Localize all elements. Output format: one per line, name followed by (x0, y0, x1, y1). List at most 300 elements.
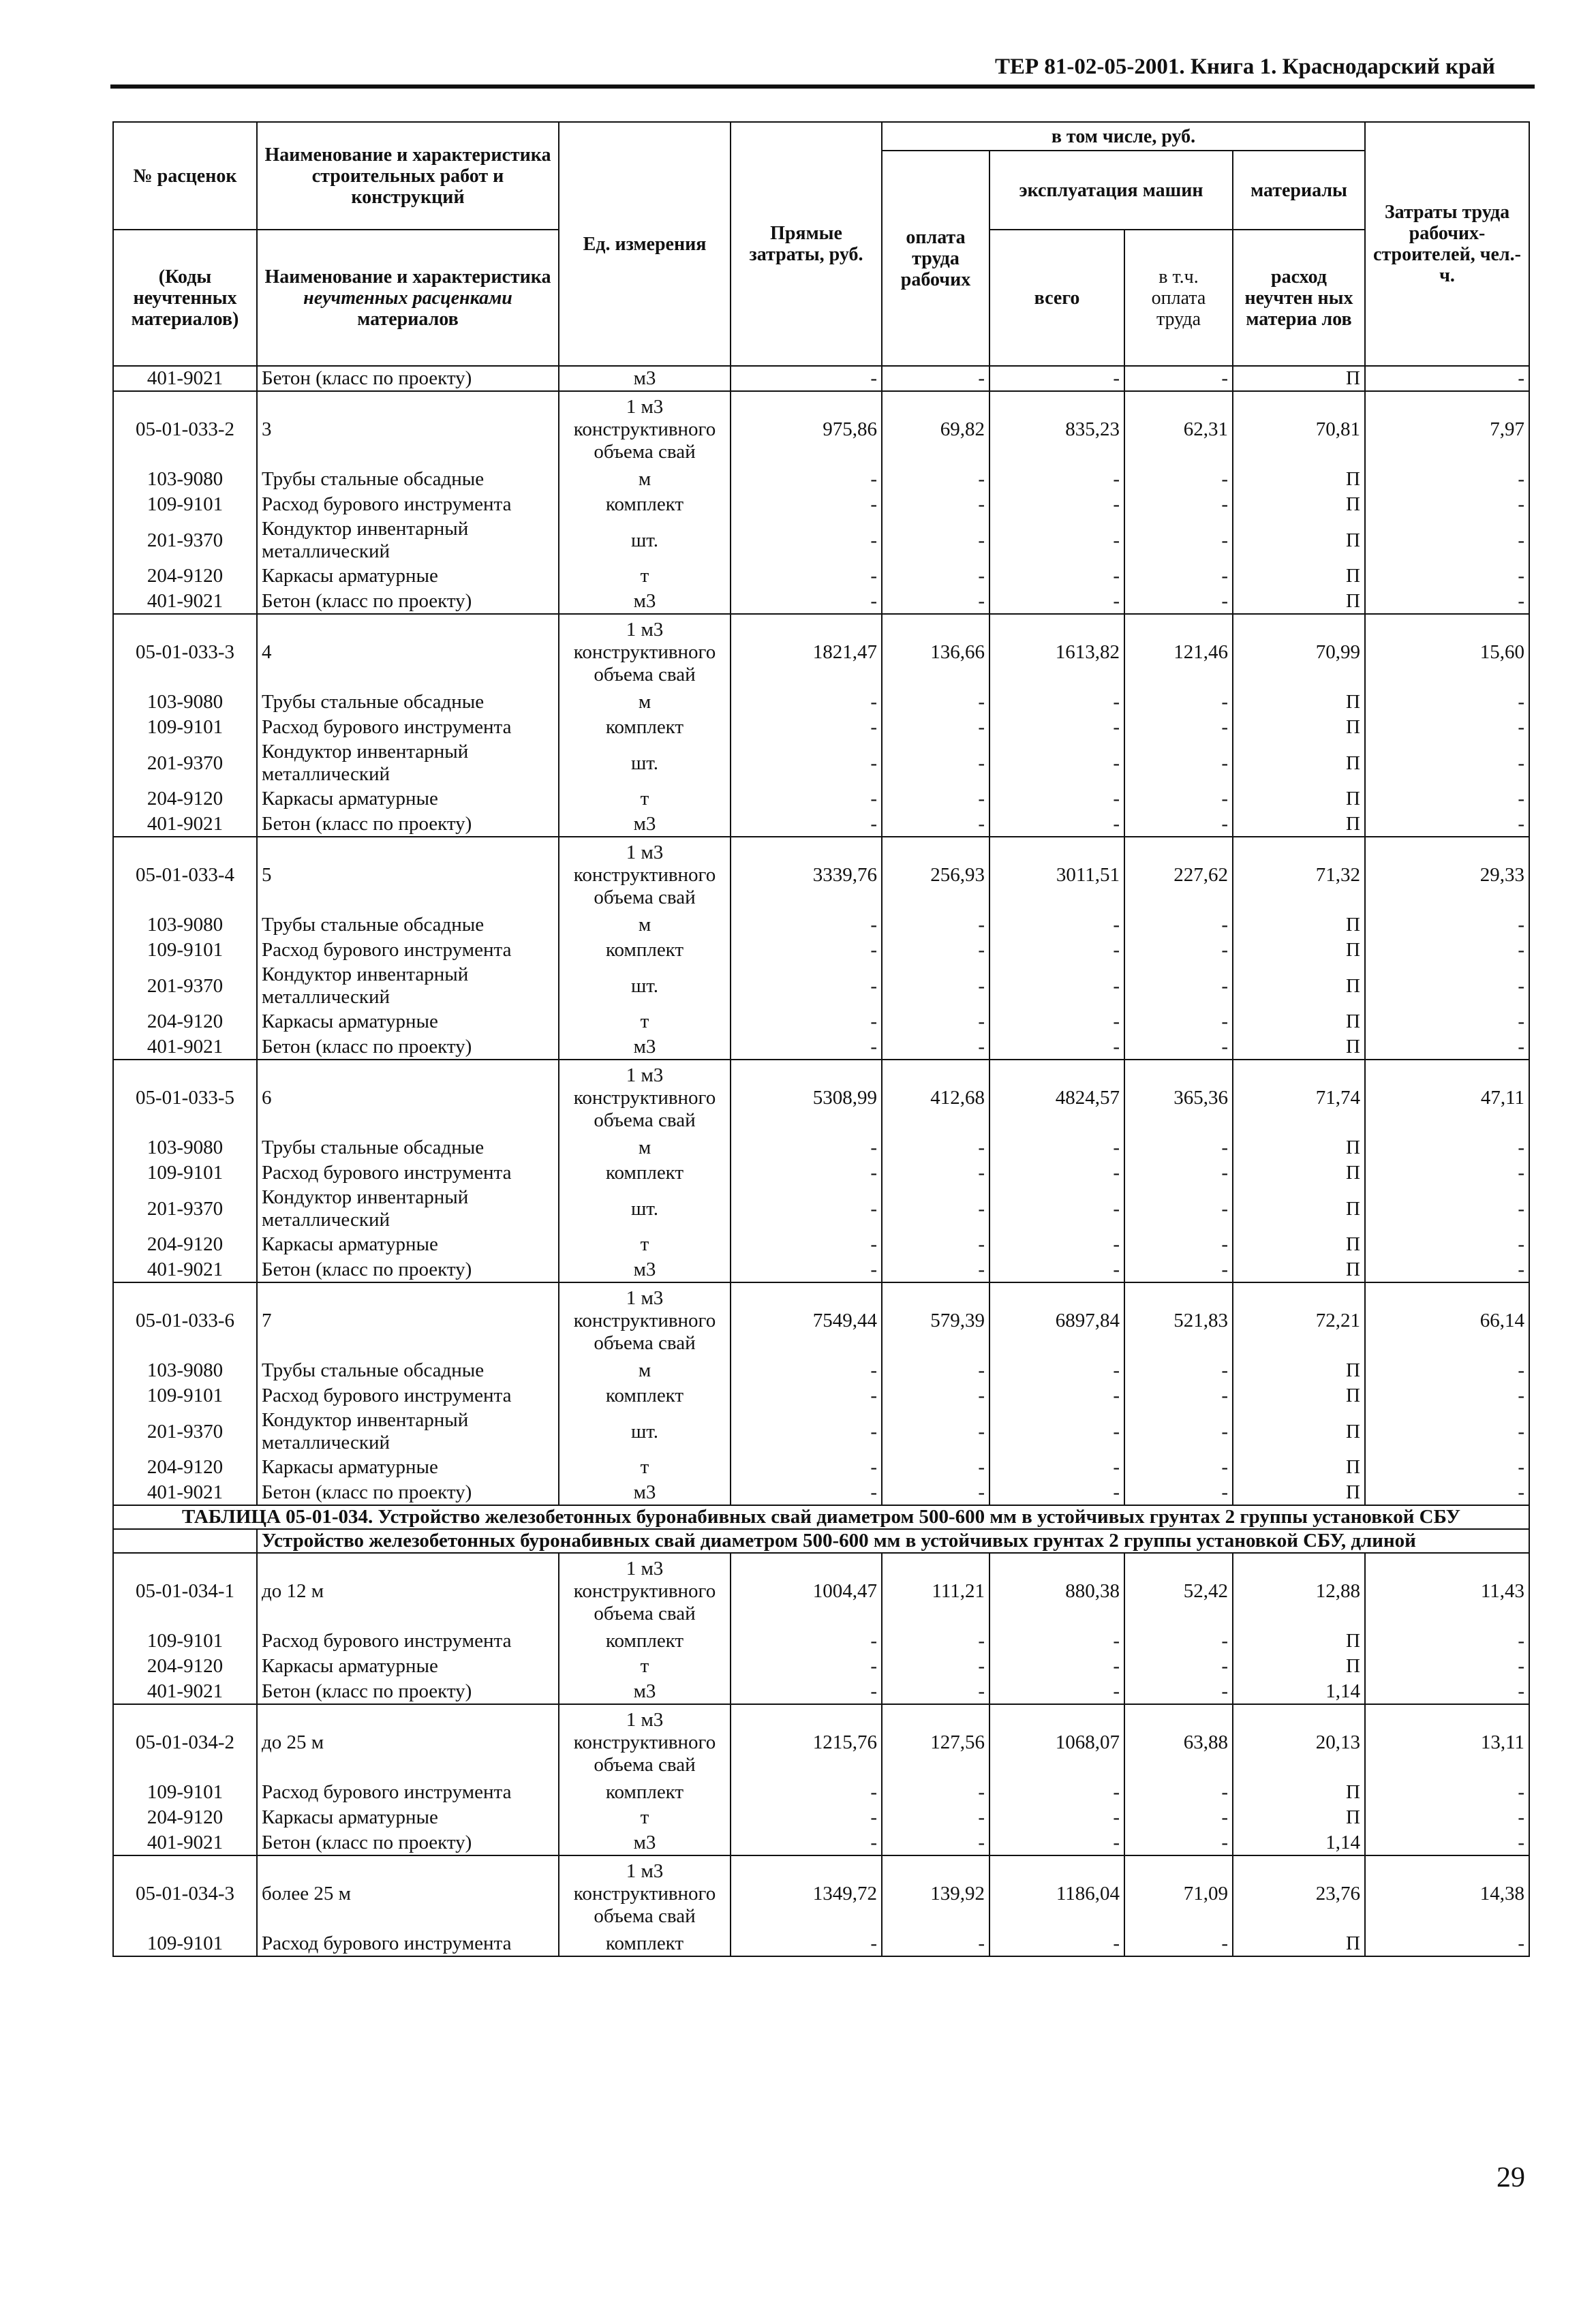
section-title: ТАБЛИЦА 05-01-034. Устройство железобетонных буронабивных свай диаметром 500-600 мм в устойчивых грунтах 2 группы установкой СБУ (113, 1505, 1529, 1529)
table-cell: П (1233, 564, 1365, 589)
table-cell: - (731, 740, 882, 786)
table-row (113, 1855, 1529, 1931)
table-cell: 1349,72 (731, 1855, 882, 1931)
table-body-033 (113, 366, 1529, 1505)
table-cell: - (882, 1135, 989, 1160)
table-cell: 05-01-034-2 (113, 1704, 257, 1780)
table-cell: 109-9101 (113, 938, 257, 963)
table-cell: комплект (559, 1780, 731, 1805)
table-cell: - (882, 467, 989, 492)
table-cell: 71,32 (1233, 837, 1365, 912)
table-cell: 71,09 (1124, 1855, 1233, 1931)
table-cell: - (1365, 1830, 1529, 1855)
table-cell: - (731, 715, 882, 740)
table-row (113, 517, 1529, 564)
subsection-code-cell (113, 1529, 257, 1553)
table-cell: - (731, 812, 882, 837)
price-table (112, 121, 1530, 1957)
table-cell: - (1124, 1931, 1233, 1956)
table-cell: комплект (559, 1383, 731, 1408)
table-cell: 05-01-033-2 (113, 391, 257, 467)
table-cell: - (731, 1009, 882, 1034)
table-cell: 71,74 (1233, 1060, 1365, 1135)
table-cell: 401-9021 (113, 366, 257, 391)
table-cell: Кондуктор инвентарный металлический (257, 1186, 559, 1232)
table-row (113, 1232, 1529, 1257)
table-cell: Каркасы арматурные (257, 1232, 559, 1257)
table-cell: - (882, 1358, 989, 1383)
table-cell: - (1365, 740, 1529, 786)
table-cell: - (989, 1135, 1124, 1160)
table-row (113, 1060, 1529, 1135)
table-cell: - (882, 1034, 989, 1060)
table-row (113, 1034, 1529, 1060)
table-row (113, 391, 1529, 467)
table-cell: - (731, 1455, 882, 1480)
table-cell: - (731, 517, 882, 564)
table-cell: 109-9101 (113, 1931, 257, 1956)
table-row (113, 492, 1529, 517)
table-cell: 365,36 (1124, 1060, 1233, 1135)
table-cell: м (559, 1358, 731, 1383)
table-cell: 72,21 (1233, 1282, 1365, 1358)
table-cell: - (1365, 1358, 1529, 1383)
table-cell: - (731, 589, 882, 614)
table-cell: 5308,99 (731, 1060, 882, 1135)
table-cell: - (731, 1383, 882, 1408)
table-cell: 1 м3 конструктивного объема свай (559, 614, 731, 690)
table-cell: 1 м3 конструктивного объема свай (559, 1704, 731, 1780)
table-cell: 111,21 (882, 1553, 989, 1629)
table-cell: 69,82 (882, 391, 989, 467)
table-cell: - (1124, 1186, 1233, 1232)
table-cell: до 12 м (257, 1553, 559, 1629)
table-cell: - (1124, 589, 1233, 614)
table-cell: П (1233, 517, 1365, 564)
table-cell: - (1365, 1009, 1529, 1034)
table-cell: - (1365, 1135, 1529, 1160)
table-cell: - (731, 938, 882, 963)
section-034 (113, 1505, 1529, 1553)
table-cell: - (1365, 1805, 1529, 1830)
table-cell: - (989, 1009, 1124, 1034)
table-cell: - (882, 786, 989, 812)
col-mach-header: эксплуатация машин (989, 151, 1233, 230)
table-cell: - (989, 1654, 1124, 1679)
table-cell: П (1233, 912, 1365, 938)
table-cell: 835,23 (989, 391, 1124, 467)
table-cell: 1 м3 конструктивного объема свай (559, 1282, 731, 1358)
table-cell: - (1365, 1408, 1529, 1455)
table-cell: Каркасы арматурные (257, 564, 559, 589)
table-cell: - (882, 589, 989, 614)
table-row (113, 1135, 1529, 1160)
table-cell: - (882, 1805, 989, 1830)
table-cell: - (731, 1034, 882, 1060)
table-cell: м (559, 467, 731, 492)
table-cell: - (1365, 1186, 1529, 1232)
col-mat-header: материалы (1233, 151, 1365, 230)
table-cell: Расход бурового инструмента (257, 938, 559, 963)
table-cell: Бетон (класс по проекту) (257, 1034, 559, 1060)
table-cell: 401-9021 (113, 1257, 257, 1282)
table-cell: - (1124, 1679, 1233, 1704)
subsection-title: Устройство железобетонных буронабивных свай диаметром 500-600 мм в устойчивых грунтах 2 группы установкой СБУ, длиной (257, 1529, 1529, 1553)
table-cell: П (1233, 1931, 1365, 1956)
table-cell: - (731, 1358, 882, 1383)
table-cell: шт. (559, 517, 731, 564)
table-cell: - (989, 1679, 1124, 1704)
table-cell: - (731, 1408, 882, 1455)
table-cell: 109-9101 (113, 1383, 257, 1408)
table-row (113, 589, 1529, 614)
table-cell: - (882, 1679, 989, 1704)
table-cell: - (1124, 912, 1233, 938)
table-cell: 1186,04 (989, 1855, 1124, 1931)
table-cell: 201-9370 (113, 963, 257, 1009)
table-cell: 62,31 (1124, 391, 1233, 467)
table-cell: 201-9370 (113, 740, 257, 786)
table-cell: - (731, 1679, 882, 1704)
table-cell: - (989, 1455, 1124, 1480)
table-cell: 204-9120 (113, 1805, 257, 1830)
table-cell: 47,11 (1365, 1060, 1529, 1135)
table-cell: 7549,44 (731, 1282, 882, 1358)
table-cell: - (989, 1480, 1124, 1505)
table-cell: - (989, 812, 1124, 837)
table-cell: П (1233, 938, 1365, 963)
table-row (113, 786, 1529, 812)
table-cell: - (1124, 1629, 1233, 1654)
table-cell: 121,46 (1124, 614, 1233, 690)
table-cell: П (1233, 1408, 1365, 1455)
col-code2-header: (Коды неучтенных материалов) (113, 230, 257, 366)
table-cell: - (1124, 1654, 1233, 1679)
table-cell: - (989, 517, 1124, 564)
table-cell: 63,88 (1124, 1704, 1233, 1780)
table-cell: - (882, 963, 989, 1009)
table-cell: 401-9021 (113, 812, 257, 837)
table-cell: - (989, 589, 1124, 614)
table-row (113, 963, 1529, 1009)
table-cell: т (559, 1654, 731, 1679)
table-cell: Бетон (класс по проекту) (257, 812, 559, 837)
table-cell: - (1124, 1455, 1233, 1480)
table-cell: - (1365, 1931, 1529, 1956)
table-cell: П (1233, 963, 1365, 1009)
table-row (113, 1408, 1529, 1455)
table-cell: - (882, 1931, 989, 1956)
table-cell: - (1365, 812, 1529, 837)
table-cell: - (1365, 564, 1529, 589)
table-cell: комплект (559, 1931, 731, 1956)
table-cell: 6 (257, 1060, 559, 1135)
table-cell: 52,42 (1124, 1553, 1233, 1629)
table-cell: - (989, 786, 1124, 812)
table-row (113, 1805, 1529, 1830)
table-cell: - (731, 564, 882, 589)
table-cell: 103-9080 (113, 1135, 257, 1160)
table-cell: - (989, 1805, 1124, 1830)
table-cell: - (989, 1780, 1124, 1805)
table-cell: Расход бурового инструмента (257, 1160, 559, 1186)
table-cell: 204-9120 (113, 1232, 257, 1257)
table-cell: - (1124, 1135, 1233, 1160)
table-cell: 13,11 (1365, 1704, 1529, 1780)
col-wage-header: оплата труда рабочих (882, 151, 989, 366)
table-cell: 136,66 (882, 614, 989, 690)
table-cell: - (989, 1629, 1124, 1654)
col-direct-header: Прямые затраты, руб. (731, 122, 882, 366)
table-cell: 1613,82 (989, 614, 1124, 690)
table-cell: - (1365, 1780, 1529, 1805)
table-cell: П (1233, 1257, 1365, 1282)
table-cell: - (1365, 492, 1529, 517)
table-cell: 579,39 (882, 1282, 989, 1358)
table-cell: - (731, 963, 882, 1009)
table-cell: Трубы стальные обсадные (257, 1135, 559, 1160)
table-cell: - (731, 1257, 882, 1282)
table-cell: 412,68 (882, 1060, 989, 1135)
table-cell: - (1365, 517, 1529, 564)
table-cell: П (1233, 589, 1365, 614)
table-cell: 66,14 (1365, 1282, 1529, 1358)
table-cell: шт. (559, 740, 731, 786)
table-cell: - (989, 1160, 1124, 1186)
table-cell: 139,92 (882, 1855, 989, 1931)
table-cell: м3 (559, 1034, 731, 1060)
table-cell: м (559, 912, 731, 938)
table-cell: - (1124, 1830, 1233, 1855)
col-unit-header: Ед. измерения (559, 122, 731, 366)
table-cell: 103-9080 (113, 1358, 257, 1383)
table-cell: Трубы стальные обсадные (257, 912, 559, 938)
table-cell: - (1124, 517, 1233, 564)
table-cell: - (1365, 1679, 1529, 1704)
table-cell: - (989, 963, 1124, 1009)
table-cell: - (882, 912, 989, 938)
table-cell: 975,86 (731, 391, 882, 467)
table-cell: 3011,51 (989, 837, 1124, 912)
table-cell: - (1365, 912, 1529, 938)
table-cell: 109-9101 (113, 1629, 257, 1654)
table-cell: Расход бурового инструмента (257, 1931, 559, 1956)
table-cell: 20,13 (1233, 1704, 1365, 1780)
table-row (113, 1654, 1529, 1679)
table-cell: 521,83 (1124, 1282, 1233, 1358)
table-cell: шт. (559, 1186, 731, 1232)
table-cell: - (882, 1186, 989, 1232)
table-row (113, 614, 1529, 690)
table-cell: комплект (559, 492, 731, 517)
table-cell: шт. (559, 963, 731, 1009)
table-cell: - (882, 1480, 989, 1505)
table-row (113, 1704, 1529, 1780)
table-cell: 1004,47 (731, 1553, 882, 1629)
table-cell: - (1365, 1455, 1529, 1480)
table-cell: 7,97 (1365, 391, 1529, 467)
table-row (113, 1160, 1529, 1186)
table-row (113, 1009, 1529, 1034)
table-cell: Бетон (класс по проекту) (257, 589, 559, 614)
table-cell: П (1233, 1455, 1365, 1480)
table-cell: 109-9101 (113, 492, 257, 517)
table-cell: 204-9120 (113, 564, 257, 589)
table-cell: 05-01-033-3 (113, 614, 257, 690)
table-cell: - (882, 715, 989, 740)
table-row (113, 1257, 1529, 1282)
col-labor-header: Затраты труда рабочих-строителей, чел.-ч. (1365, 122, 1529, 366)
table-cell: Каркасы арматурные (257, 1654, 559, 1679)
table-cell: Каркасы арматурные (257, 1805, 559, 1830)
table-cell: 109-9101 (113, 715, 257, 740)
table-cell: 204-9120 (113, 1009, 257, 1034)
table-cell: Расход бурового инструмента (257, 1780, 559, 1805)
table-cell: - (989, 715, 1124, 740)
table-cell: - (989, 564, 1124, 589)
table-cell: - (989, 467, 1124, 492)
table-cell: Бетон (класс по проекту) (257, 366, 559, 391)
table-cell: Расход бурового инструмента (257, 1383, 559, 1408)
table-cell: - (989, 1034, 1124, 1060)
table-cell: - (1365, 690, 1529, 715)
table-cell: - (1124, 1383, 1233, 1408)
table-cell: 256,93 (882, 837, 989, 912)
table-cell: - (731, 1780, 882, 1805)
table-cell: - (882, 1654, 989, 1679)
table-cell: Трубы стальные обсадные (257, 1358, 559, 1383)
table-cell: 1,14 (1233, 1679, 1365, 1704)
table-cell: 401-9021 (113, 1480, 257, 1505)
table-cell: 1 м3 конструктивного объема свай (559, 1553, 731, 1629)
table-cell: - (882, 1009, 989, 1034)
table-cell: - (1124, 1034, 1233, 1060)
table-cell: - (989, 1232, 1124, 1257)
table-cell: 05-01-033-5 (113, 1060, 257, 1135)
table-cell: - (882, 517, 989, 564)
table-cell: П (1233, 1780, 1365, 1805)
table-cell: - (1365, 1232, 1529, 1257)
table-cell: Трубы стальные обсадные (257, 467, 559, 492)
table-cell: П (1233, 467, 1365, 492)
col-code-header: № расценок (113, 122, 257, 230)
table-cell: Бетон (класс по проекту) (257, 1830, 559, 1855)
table-cell: Бетон (класс по проекту) (257, 1679, 559, 1704)
table-cell: - (989, 1257, 1124, 1282)
table-cell: - (882, 492, 989, 517)
table-cell: П (1233, 1358, 1365, 1383)
table-cell: - (1365, 467, 1529, 492)
table-cell: - (1124, 1160, 1233, 1186)
table-cell: - (882, 366, 989, 391)
table-cell: шт. (559, 1408, 731, 1455)
table-cell: - (989, 912, 1124, 938)
table-cell: 401-9021 (113, 1830, 257, 1855)
table-cell: - (1365, 1257, 1529, 1282)
table-cell: 227,62 (1124, 837, 1233, 912)
table-cell: - (989, 366, 1124, 391)
table-cell: - (731, 912, 882, 938)
col-mat-unacc-header: расход неучтен ных материа лов (1233, 230, 1365, 366)
table-cell: м3 (559, 1480, 731, 1505)
table-cell: П (1233, 1009, 1365, 1034)
table-cell: - (882, 1232, 989, 1257)
table-cell: 201-9370 (113, 1408, 257, 1455)
table-cell: П (1233, 1160, 1365, 1186)
table-cell: П (1233, 812, 1365, 837)
table-cell: - (1365, 963, 1529, 1009)
col-name2-header: Наименование и характеристика неучтенных расценками материалов (257, 230, 559, 366)
table-cell: - (1124, 812, 1233, 837)
table-cell: комплект (559, 715, 731, 740)
table-cell: Кондуктор инвентарный металлический (257, 1408, 559, 1455)
table-cell: - (882, 1455, 989, 1480)
table-cell: - (1124, 1257, 1233, 1282)
table-cell: Каркасы арматурные (257, 1455, 559, 1480)
page-number: 29 (1497, 2162, 1525, 2193)
table-cell: 401-9021 (113, 1679, 257, 1704)
table-cell: П (1233, 1232, 1365, 1257)
table-cell: П (1233, 1383, 1365, 1408)
table-cell: 05-01-034-1 (113, 1553, 257, 1629)
col-name-header: Наименование и характеристика строительных работ и конструкций (257, 122, 559, 230)
table-cell: 11,43 (1365, 1553, 1529, 1629)
table-cell: Кондуктор инвентарный металлический (257, 963, 559, 1009)
table-cell: - (1124, 1009, 1233, 1034)
table-cell: П (1233, 690, 1365, 715)
table-cell: Расход бурового инструмента (257, 715, 559, 740)
table-cell: - (1124, 1408, 1233, 1455)
table-cell: П (1233, 366, 1365, 391)
table-cell: - (731, 1805, 882, 1830)
table-cell: - (731, 1232, 882, 1257)
table-cell: 880,38 (989, 1553, 1124, 1629)
table-cell: 1 м3 конструктивного объема свай (559, 837, 731, 912)
table-cell: более 25 м (257, 1855, 559, 1931)
table-cell: - (1124, 467, 1233, 492)
table-cell: 29,33 (1365, 837, 1529, 912)
table-cell: м3 (559, 812, 731, 837)
table-row (113, 912, 1529, 938)
table-cell: 103-9080 (113, 690, 257, 715)
table-row (113, 1480, 1529, 1505)
table-cell: - (1365, 938, 1529, 963)
table-cell: - (1365, 715, 1529, 740)
table-cell: 1 м3 конструктивного объема свай (559, 1060, 731, 1135)
table-cell: т (559, 786, 731, 812)
table-cell: - (882, 938, 989, 963)
table-cell: т (559, 1009, 731, 1034)
table-cell: 23,76 (1233, 1855, 1365, 1931)
table-cell: Трубы стальные обсадные (257, 690, 559, 715)
table-cell: Бетон (класс по проекту) (257, 1480, 559, 1505)
table-cell: - (882, 564, 989, 589)
table-row (113, 837, 1529, 912)
table-row (113, 366, 1529, 391)
table-cell: - (731, 1186, 882, 1232)
table-row (113, 1186, 1529, 1232)
table-cell: 7 (257, 1282, 559, 1358)
header-rule (110, 84, 1535, 89)
table-cell: 1821,47 (731, 614, 882, 690)
table-cell: П (1233, 740, 1365, 786)
table-cell: 201-9370 (113, 517, 257, 564)
table-row (113, 1830, 1529, 1855)
table-cell: - (1124, 690, 1233, 715)
table-cell: Каркасы арматурные (257, 1009, 559, 1034)
table-cell: П (1233, 786, 1365, 812)
table-cell: 127,56 (882, 1704, 989, 1780)
